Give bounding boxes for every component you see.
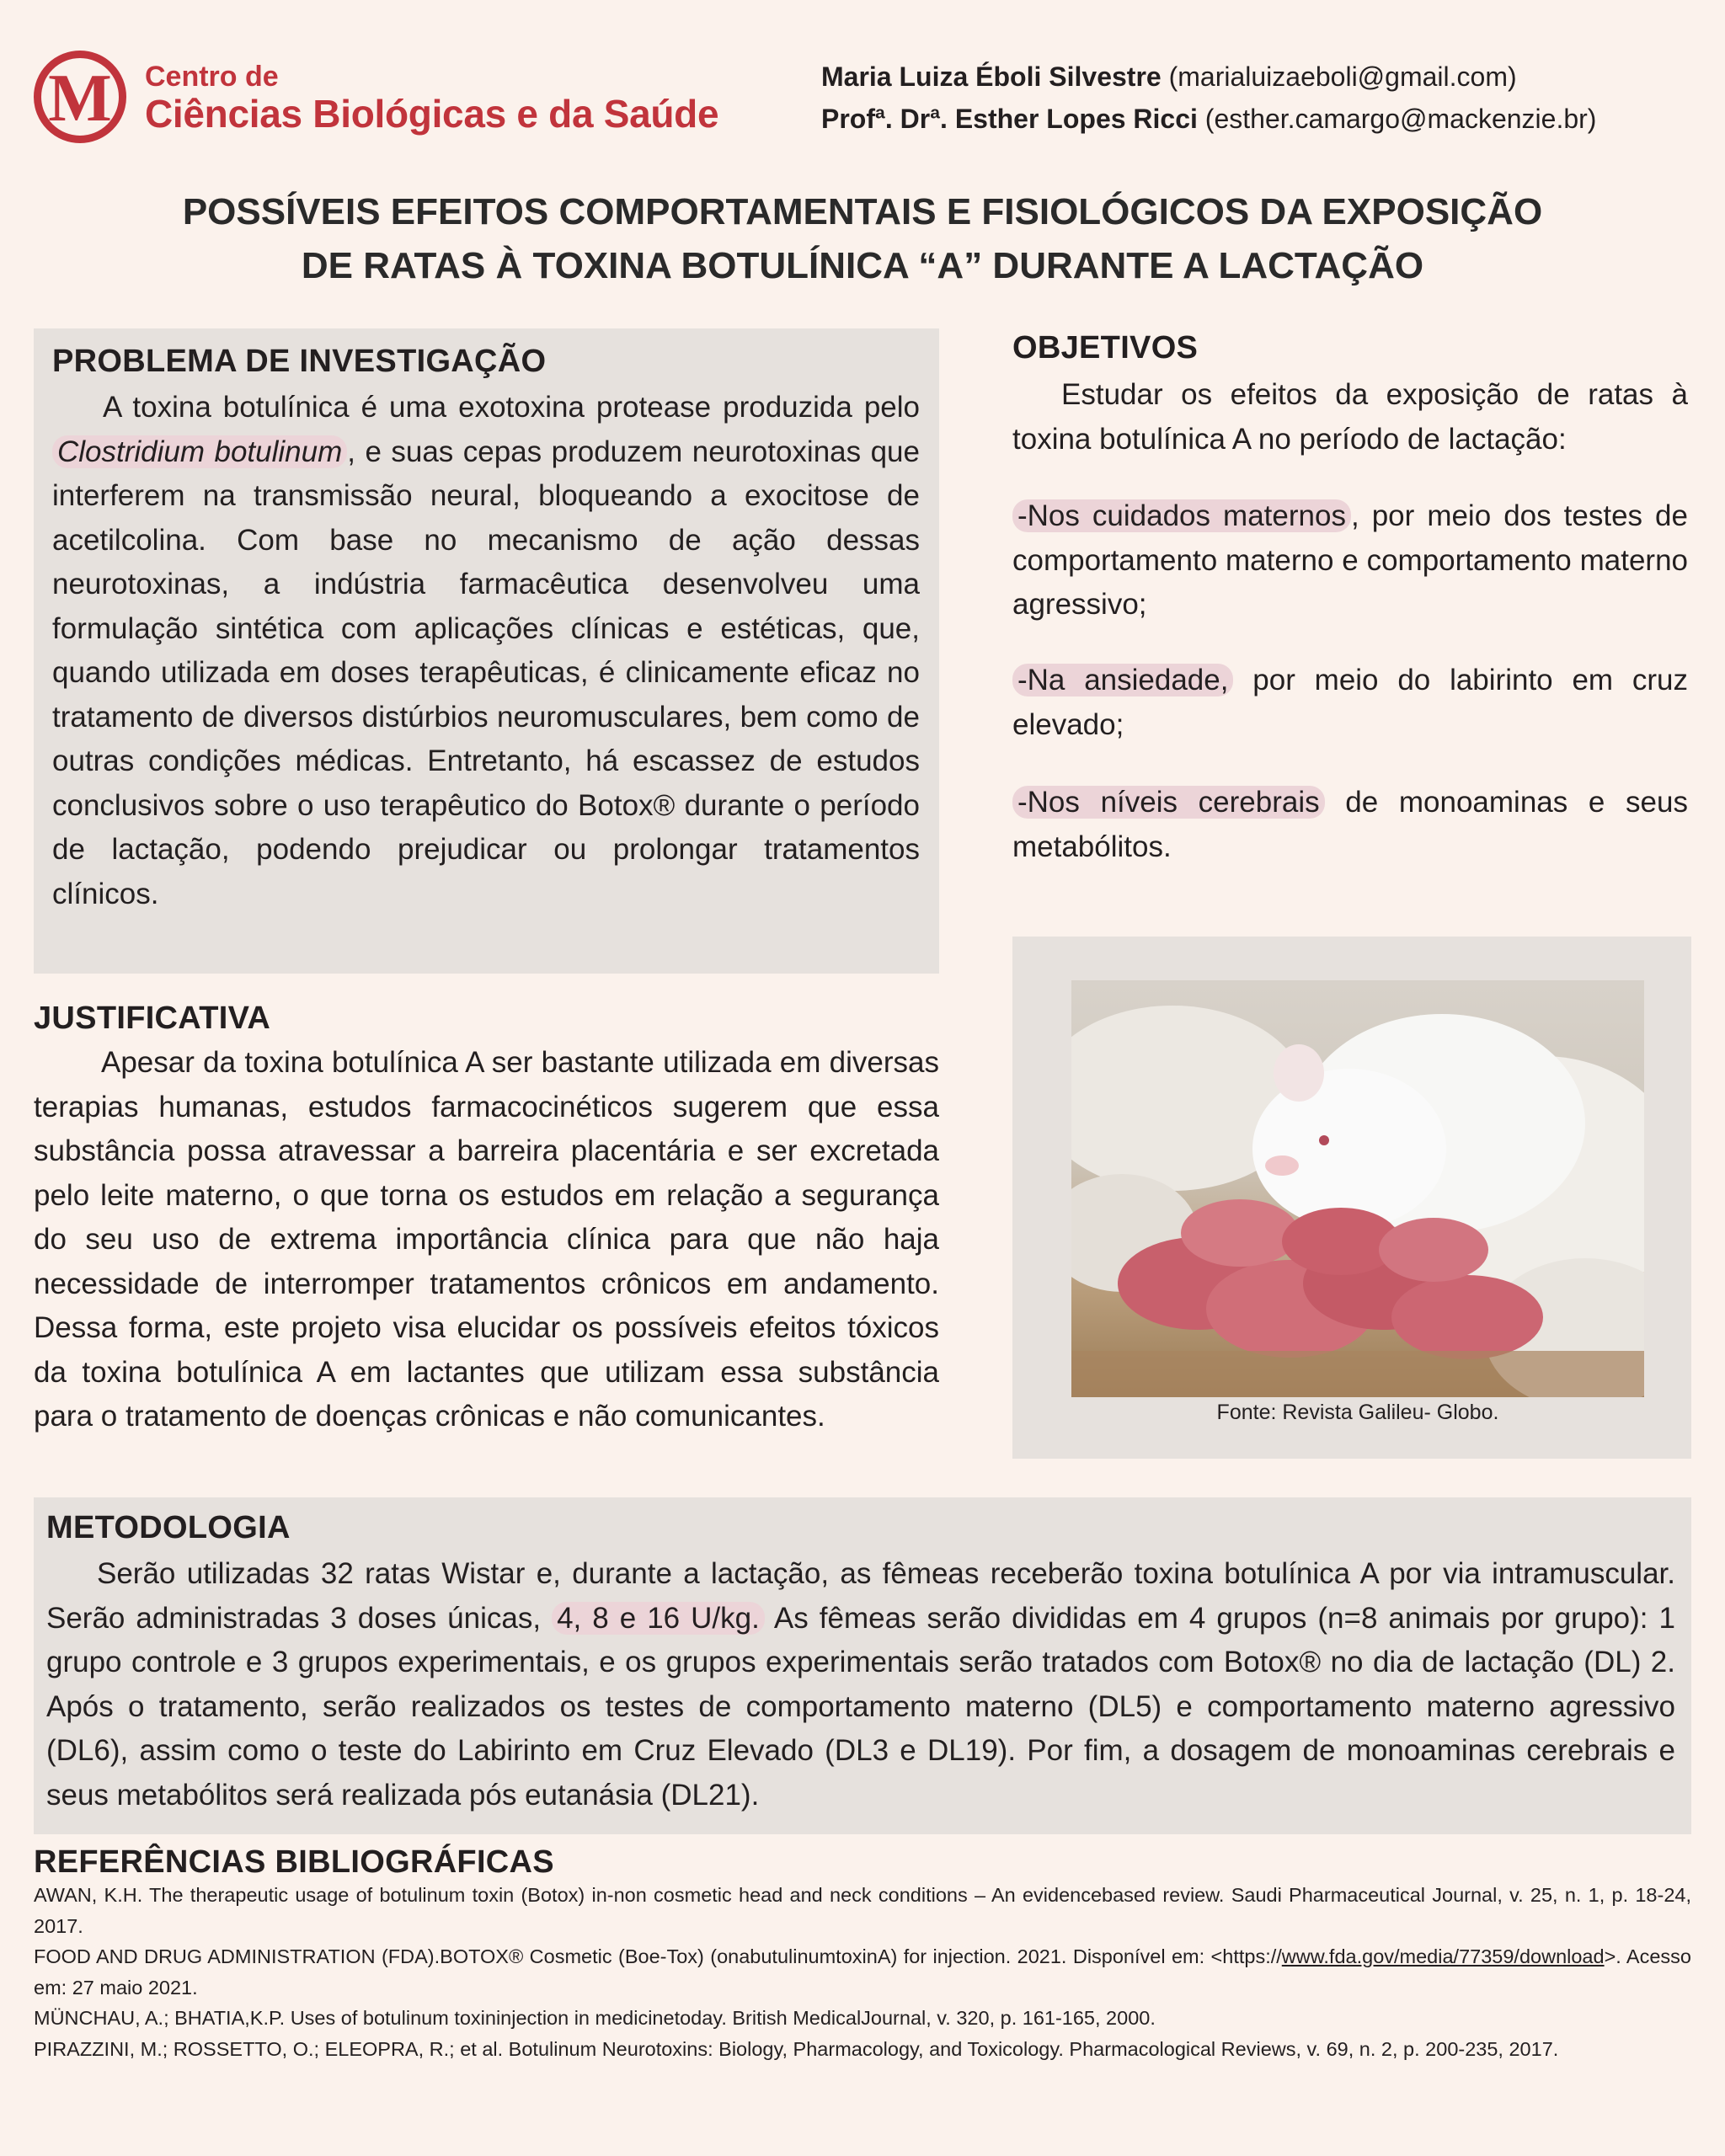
justificativa-text: Apesar da toxina botulínica A ser bastante utilizada em diversas terapias humanas, estudos farmacocinéticos sugerem que essa substância possa atravessar a barreira placentária e ser excretada pelo leite materno, o que torna os estudos em relação a segurança do seu uso de extrema importância clínica para que não haja necessidade de interromper tratamentos crônicos em andamento. Dessa forma, este projeto visa elucidar os possíveis efeitos tóxicos da toxina botulínica A em lactantes que utilizam essa substância para o tratamento de doenças crônicas e não comunicantes.: [34, 1046, 939, 1433]
objetivo-1-highlight: -Nos cuidados maternos: [1012, 499, 1351, 532]
objetivo-3-text: de monoaminas e seus metabólitos.: [1012, 786, 1688, 863]
author-1-email: (marialuizaeboli@gmail.com): [1168, 61, 1517, 92]
author-1: [821, 56, 1596, 98]
objetivo-item-1: [1012, 494, 1688, 627]
reference-2: [34, 1941, 1691, 2003]
referencias-heading: REFERÊNCIAS BIBLIOGRÁFICAS: [34, 1844, 554, 1880]
institution-name-line2: Ciências Biológicas e da Saúde: [145, 92, 719, 136]
objetivo-2-highlight: -Na ansiedade,: [1012, 664, 1233, 696]
objetivo-item-3: [1012, 781, 1688, 869]
objetivo-item-2: [1012, 659, 1688, 747]
author-1-name: Maria Luiza Éboli Silvestre: [821, 61, 1162, 92]
fda-link[interactable]: www.fda.gov/media/77359/download: [1281, 1945, 1605, 1967]
objetivos-heading: OBJETIVOS: [1012, 330, 1199, 366]
doses-highlight: 4, 8 e 16 U/kg.: [552, 1602, 765, 1635]
metodologia-heading: METODOLOGIA: [46, 1510, 291, 1545]
poster-title: [0, 185, 1725, 293]
authors-block: [821, 56, 1596, 140]
reference-2-a: FOOD AND DRUG ADMINISTRATION (FDA).BOTOX® Cosmetic (Boe-Tox) (onabutulinumtoxinA) for injection. 2021. Disponível em: <https://: [34, 1945, 1282, 1967]
references-list: [34, 1880, 1691, 2064]
problema-text-b: , e suas cepas produzem neurotoxinas que interferem na transmissão neural, bloqueando a exocitose de acetilcolina. Com base no mecanismo de ação dessas neurotoxinas, a indústria farmacêutica desenvolveu uma formulação sintética com aplicações clínicas e estéticas, que, quando utilizada em doses terapêuticas, é clinicamente eficaz no tratamento de diversos distúrbios neuromusculares, bem como de outras condições médicas. Entretanto, há escassez de estudos conclusivos sobre o uso terapêutico do Botox® durante o período de lactação, podendo prejudicar ou prolongar tratamentos clínicos.: [52, 435, 920, 910]
objetivo-3-highlight: -Nos níveis cerebrais: [1012, 786, 1325, 819]
institution-name-line1: Centro de: [145, 61, 279, 93]
author-2-email: (esther.camargo@mackenzie.br): [1204, 104, 1597, 134]
rat-photo-illustration: [1071, 980, 1644, 1397]
reference-3: MÜNCHAU, A.; BHATIA,K.P. Uses of botulinum toxininjection in medicinetoday. British MedicalJournal, v. 320, p. 161-165, 2000.: [34, 2007, 1156, 2029]
problema-text-a: A toxina botulínica é uma exotoxina protease produzida pelo: [103, 391, 920, 424]
problema-text: [52, 386, 920, 916]
institution-logo: [34, 51, 126, 143]
reference-2-b: >. Acesso em: 27 maio 2021.: [34, 1945, 1691, 1999]
metodologia-text-a: Serão utilizadas 32 ratas Wistar e, durante a lactação, as fêmeas receberão toxina botulínica A por via intramuscular. Serão administradas 3 doses únicas,: [46, 1557, 1675, 1635]
justificativa-heading: JUSTIFICATIVA: [34, 1001, 271, 1036]
reference-4: PIRAZZINI, M.; ROSSETTO, O.; ELEOPRA, R.; et al. Botulinum Neurotoxins: Biology, Pharmacology, and Toxicology. Pharmacological Reviews, v. 69, n. 2, p. 200-235, 2017.: [34, 2037, 1559, 2060]
objetivos-intro: Estudar os efeitos da exposição de ratas à toxina botulínica A no período de lactação:: [1012, 378, 1688, 456]
objetivo-1-text: , por meio dos testes de comportamento materno e comportamento materno agressivo;: [1012, 499, 1688, 621]
problema-heading: PROBLEMA DE INVESTIGAÇÃO: [52, 344, 547, 379]
figure-caption: Fonte: Revista Galileu- Globo.: [1216, 1401, 1499, 1424]
title-line-2: DE RATAS À TOXINA BOTULÍNICA “A” DURANTE A LACTAÇÃO: [301, 245, 1424, 286]
rat-with-pups-photo: [1071, 980, 1644, 1397]
title-line-1: POSSÍVEIS EFEITOS COMPORTAMENTAIS E FISIOLÓGICOS DA EXPOSIÇÃO: [182, 191, 1543, 232]
reference-1: AWAN, K.H. The therapeutic usage of botulinum toxin (Botox) in-non cosmetic head and neck conditions – An evidencebased review. Saudi Pharmaceutical Journal, v. 25, n. 1, p. 18-24, 2017.: [34, 1884, 1691, 1937]
metodologia-text-b: As fêmeas serão divididas em 4 grupos (n=8 animais por grupo): 1 grupo controle e 3 grupos experimentais, e os grupos experimentais serão tratados com Botox® no dia de lactação (DL) 2. Após o tratamento, serão realizados os testes de comportamento materno (DL5) e comportamento materno agressivo (DL6), assim como o teste do Labirinto em Cruz Elevado (DL3 e DL19). Por fim, a dosagem de monoaminas cerebrais e seus metabólitos será realizada pós eutanásia (DL21).: [46, 1601, 1675, 1812]
author-2-name: Profª. Drª. Esther Lopes Ricci: [821, 104, 1198, 134]
author-2: [821, 98, 1596, 140]
species-highlight: Clostridium botulinum: [52, 435, 347, 468]
metodologia-text: [46, 1552, 1675, 1817]
objetivo-2-text: por meio do labirinto em cruz elevado;: [1012, 664, 1688, 741]
logo-letter: M: [48, 61, 112, 136]
